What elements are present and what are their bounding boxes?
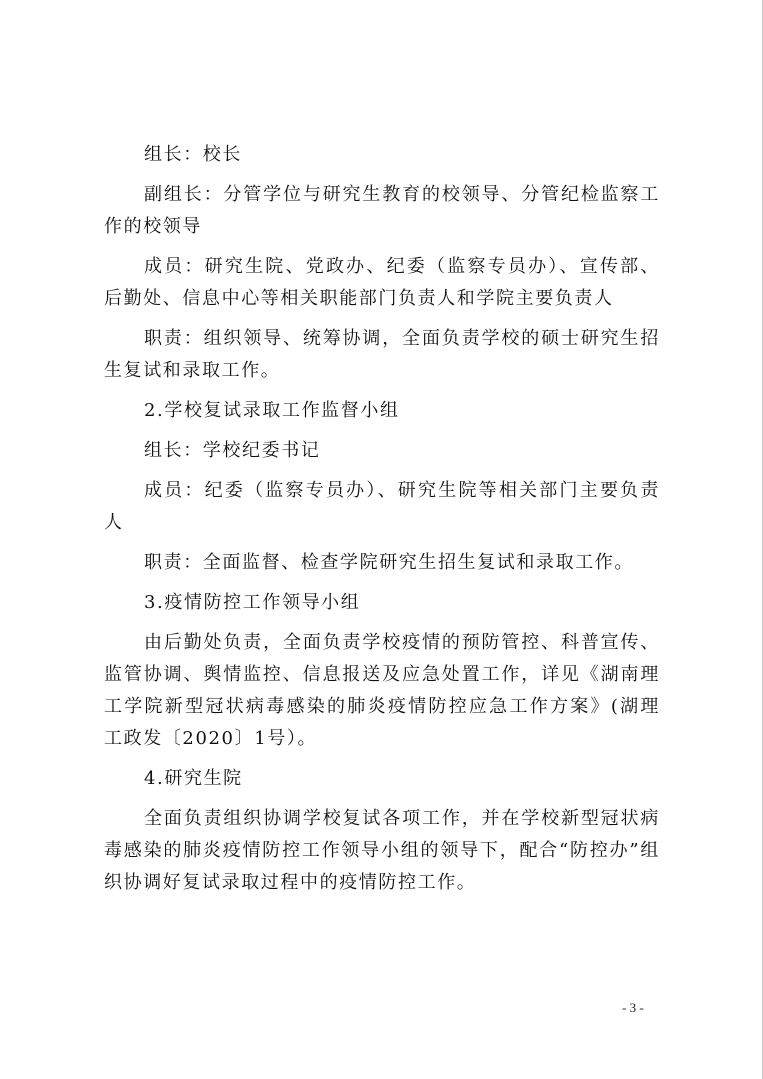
paragraph-supervision-leader: 组长：学校纪委书记 [144,440,321,461]
paragraph-supervision-duties: 职责：全面监督、检查学院研究生招生复试和录取工作。 [144,552,634,573]
page-number: - 3 - [622,1000,644,1015]
paragraph-duties: 职责：组织领导、统筹协调，全面负责学校的硕士研究生招生复试和录取工作。 [104,328,660,381]
paragraph-supervision-members: 成员：纪委（监察专员办）、研究生院等相关部门主要负责人 [104,480,660,533]
section-heading-epidemic-group: 3.疫情防控工作领导小组 [144,592,361,613]
section-heading-supervision-group: 2.学校复试录取工作监督小组 [144,400,400,421]
paragraph-members: 成员：研究生院、党政办、纪委（监察专员办）、宣传部、后勤处、信息中心等相关职能部门负责人和学院主要负责人 [104,256,660,309]
document-body [104,139,660,907]
paragraph-epidemic-duties: 由后勤处负责，全面负责学校疫情的预防管控、科普宣传、监管协调、舆情监控、信息报送及应急处置工作，详见《湖南理工学院新型冠状病毒感染的肺炎疫情防控应急工作方案》(湖理工政发〔2020〕1号）。 [104,632,660,749]
paragraph-graduate-school-duties: 全面负责组织协调学校复试各项工作，并在学校新型冠状病毒感染的肺炎疫情防控工作领导小组的领导下，配合“防控办”组织协调好复试录取过程中的疫情防控工作。 [104,808,660,893]
paragraph-leader: 组长：校长 [144,144,242,165]
paragraph-deputy-leader: 副组长：分管学位与研究生教育的校领导、分管纪检监察工作的校领导 [104,184,660,237]
section-heading-graduate-school: 4.研究生院 [144,768,243,789]
